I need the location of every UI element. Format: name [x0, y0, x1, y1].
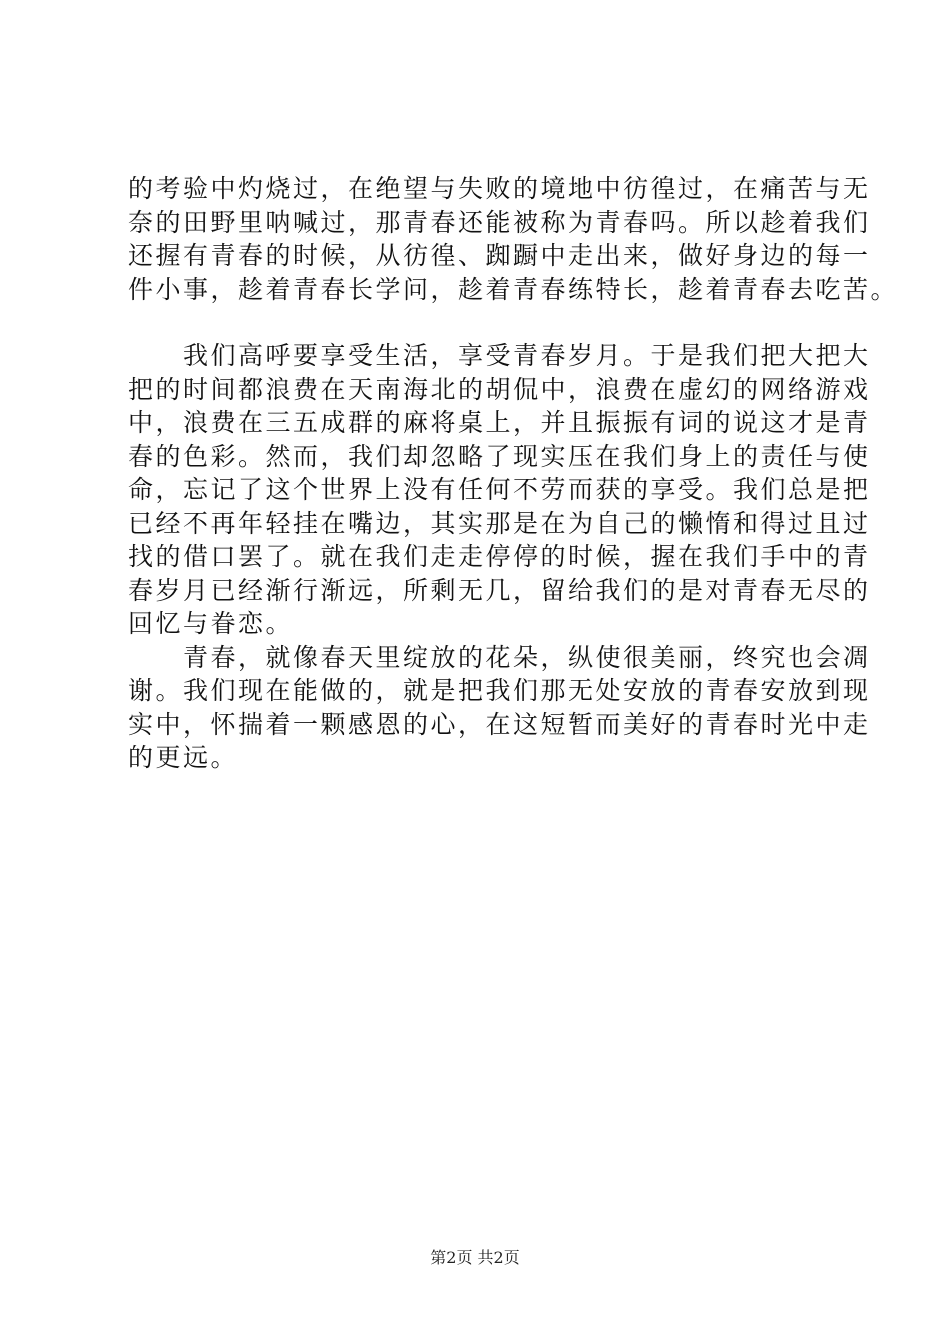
page-number-footer: 第2页 共2页: [430, 1248, 520, 1267]
paragraph: [128, 339, 871, 641]
text-line: 把的时间都浪费在天南海北的胡侃中，浪费在虚幻的网络游戏: [128, 374, 871, 404]
text-line: 奈的田野里呐喊过，那青春还能被称为青春吗。所以趁着我们: [128, 207, 871, 237]
paragraph: [128, 172, 899, 306]
paragraph: [128, 641, 871, 775]
text-line: 春岁月已经渐行渐远，所剩无几，留给我们的是对青春无尽的: [128, 575, 871, 605]
text-line: 还握有青春的时候，从彷徨、踟蹰中走出来，做好身边的每一: [128, 241, 871, 270]
text-line: 命，忘记了这个世界上没有任何不劳而获的享受。我们总是把: [128, 475, 871, 504]
text-line: 青春，就像春天里绽放的花朵，纵使很美丽，终究也会凋: [128, 642, 871, 672]
document-body: [128, 172, 899, 775]
text-line: 件小事，趁着青春长学问，趁着青春练特长，趁着青春去吃苦。: [128, 274, 899, 304]
text-line: 的更远。: [128, 743, 239, 772]
text-line: 已经不再年轻挂在嘴边，其实那是在为自己的懒惰和得过且过: [128, 508, 871, 538]
text-line: 中，浪费在三五成群的麻将桌上，并且振振有词的说这才是青: [128, 408, 871, 437]
text-line: 实中，怀揣着一颗感恩的心，在这短暂而美好的青春时光中走: [128, 709, 871, 739]
text-line: 的考验中灼烧过，在绝望与失败的境地中彷徨过，在痛苦与无: [128, 174, 871, 203]
text-line: 我们高呼要享受生活，享受青春岁月。于是我们把大把大: [128, 341, 871, 370]
text-line: 找的借口罢了。就在我们走走停停的时候，握在我们手中的青: [128, 542, 871, 571]
paragraph-spacer: [128, 306, 838, 339]
text-line: 春的色彩。然而，我们却忽略了现实压在我们身上的责任与使: [128, 441, 871, 471]
text-line: 谢。我们现在能做的，就是把我们那无处安放的青春安放到现: [128, 676, 871, 705]
text-line: 回忆与眷恋。: [128, 609, 294, 638]
